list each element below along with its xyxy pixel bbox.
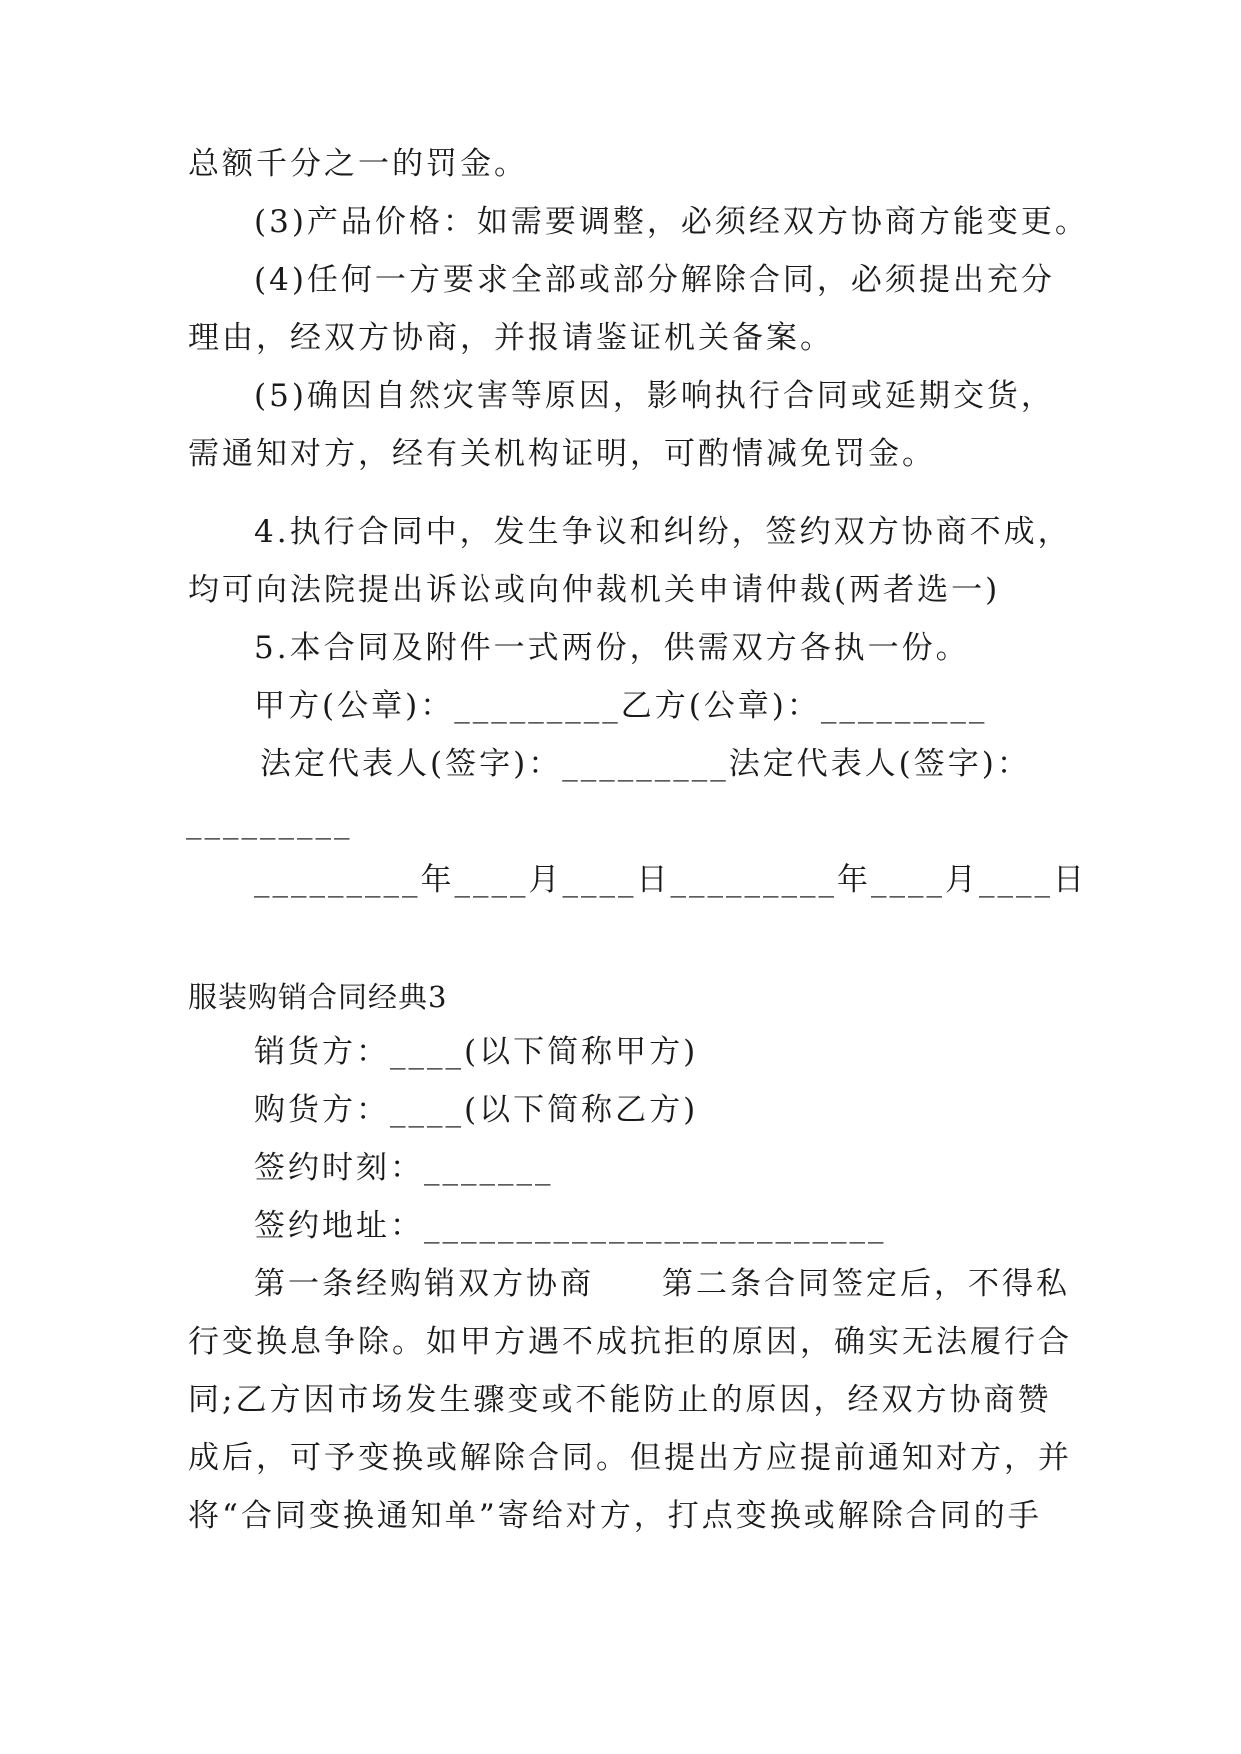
paragraph-line: (4)任何一方要求全部或部分解除合同，必须提出充分 xyxy=(254,262,1055,298)
signature-line-representative: 法定代表人(签字)：_________法定代表人(签字)： xyxy=(260,746,1031,782)
paragraph-line: 需通知对方，经有关机构证明，可酌情减免罚金。 xyxy=(188,436,936,472)
paragraph-line: 将“合同变换通知单”寄给对方，打点变换或解除合同的手 xyxy=(188,1498,1042,1534)
paragraph-line: 均可向法院提出诉讼或向仲裁机关申请仲裁(两者选一) xyxy=(188,572,1001,608)
paragraph-line: 总额千分之一的罚金。 xyxy=(188,146,528,182)
paragraph-line: 成后，可予变换或解除合同。但提出方应提前通知对方，并 xyxy=(188,1440,1072,1476)
paragraph-line: 同;乙方因市场发生骤变或不能防止的原因，经双方协商赞 xyxy=(188,1382,1052,1418)
paragraph-line: 理由，经双方协商，并报请鉴证机关备案。 xyxy=(188,320,834,356)
paragraph-line: (5)确因自然灾害等原因，影响执行合同或延期交货， xyxy=(254,378,1055,414)
signature-blank: _________ xyxy=(186,804,353,840)
signature-line-seal: 甲方(公章)：_________乙方(公章)：_________ xyxy=(254,688,988,724)
date-line: _________年____月____日_________年____月____日 xyxy=(254,862,1087,898)
buyer-line: 购货方：____(以下简称乙方) xyxy=(254,1092,699,1128)
signing-time-line: 签约时刻：_______ xyxy=(254,1150,554,1186)
section-title: 服装购销合同经典3 xyxy=(188,980,448,1014)
signing-place-line: 签约地址：_________________________ xyxy=(254,1208,887,1244)
paragraph-line: 4.执行合同中，发生争议和纠纷，签约双方协商不成， xyxy=(254,514,1072,550)
paragraph-line: (3)产品价格：如需要调整，必须经双方协商方能变更。 xyxy=(254,204,1089,240)
paragraph-line: 行变换息争除。如甲方遇不成抗拒的原因，确实无法履行合 xyxy=(188,1324,1072,1360)
paragraph-line: 5.本合同及附件一式两份，供需双方各执一份。 xyxy=(254,630,970,666)
paragraph-line: 第一条经购销双方协商 第二条合同签定后，不得私 xyxy=(254,1266,1070,1302)
seller-line: 销货方：____(以下简称甲方) xyxy=(254,1034,699,1070)
